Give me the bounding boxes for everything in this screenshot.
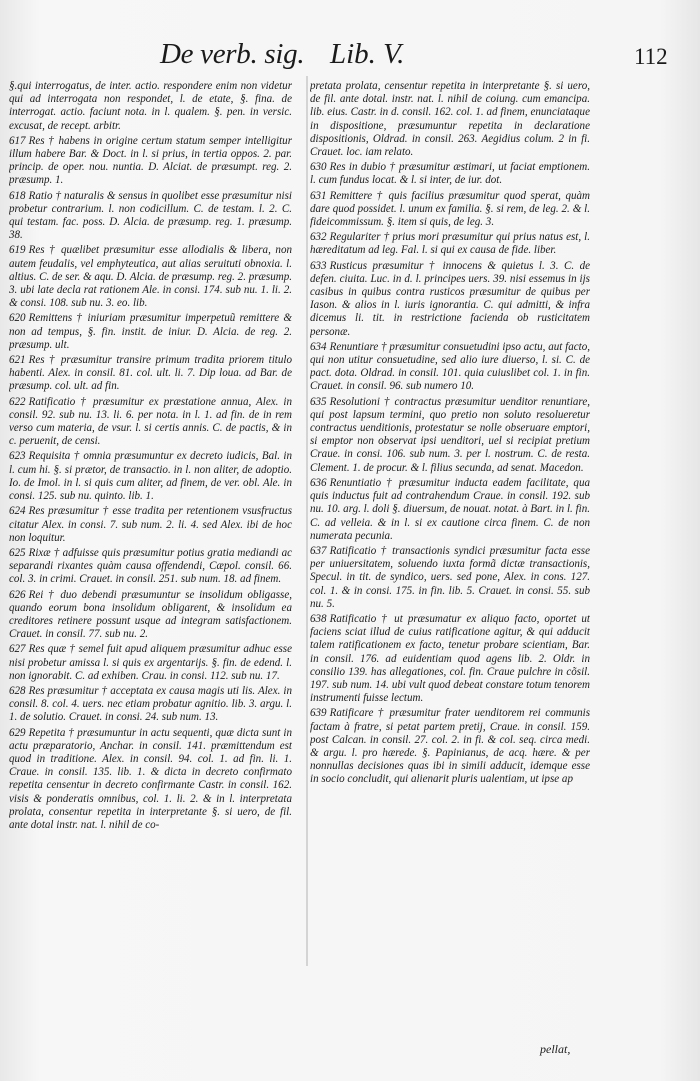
catchword: pellat, [540, 1042, 571, 1056]
index-entry [9, 80, 292, 133]
left-column [9, 80, 292, 980]
entry-text: Repetita † præsumuntur in actu sequenti, quæ dicta sunt in actu præparatorio, Anchar. in consil. 141. præmittendum est quod in traditione. Alex. in consil. 94. col. 1. ad fin. li. 1. Craue. in consil. 135. lib. 1. & dicta in decreto confirmato repetita censentur in decreto confirmante Castr. in consil. 162. visis & ponderatis omnibus, col. 1. li. 2. & in l. interpretata prolata, consentur repetita in interpretante §. si uero, de fil. ante dotal instr. nat. l. nihil de co- [9, 726, 292, 831]
index-entry [310, 613, 590, 705]
index-entry [310, 707, 590, 786]
index-entry [310, 341, 590, 394]
index-entry [9, 505, 292, 545]
header-title-center: Lib. V. [330, 38, 405, 70]
index-entry [9, 135, 292, 188]
entry-text: Renuntiatio † præsumitur inducta eadem facilitate, qua quis inductus fuit ad contrahendum Craue. in consil. 192. sub nu. 10. arg. l. doli §. diuersum, de nouat. notat. à Bart. in l. fin. C. ad velleia. & in l. si ex cautione circa finem. C. de non numerata pecunia. [310, 476, 590, 542]
entry-number: 618 [9, 189, 26, 202]
entry-number: 626 [9, 588, 26, 601]
entry-number: 629 [9, 726, 26, 739]
entry-text: Res † quælibet præsumitur esse allodialis & libera, non autem feudalis, vel emphyteutica, aut alias seruituti obnoxia. l. altius. C. de ser. & aqu. D. Alcia. de præsump. reg. 2. præsump. 3. ubi late decla rat rationem Ale. in consi. 174. sub nu. 1. li. 2. & consi. 108. sub nu. 3. eo. lib. [9, 244, 292, 310]
index-entry [9, 547, 292, 587]
entry-number: 617 [9, 134, 26, 147]
header-title-left: De verb. sig. [160, 38, 305, 70]
entry-number: 637 [310, 544, 327, 557]
index-entry [9, 354, 292, 394]
page-number: 112 [634, 44, 668, 69]
entry-text: Resolutioni † contractus præsumitur uenditor renuntiare, qui post lapsum termini, quo pretio non soluto resolueretur contractus uenditionis, protestatur se nolle obseruare emptori, si emptor non observat ipsi uenditori, uel si recipiat pretium Craue. in consi. 106. sub num. 3. per l. nostrum. C. de resta. Clement. 1. de procur. & l. filius secunda, ad senat. Macedon. [310, 395, 590, 474]
entry-text: Ratificatio † ut præsumatur ex aliquo facto, oportet ut faciens sciat illud de cuius ratificatione agitur, & qui adducit talem ratificationem ex facto, tenetur probare scientiam, Bar. in consil. 176. ad euidentiam quod agens lib. 2. Oldr. in consilio 139. has allegationes, col. fin. Craue pulchre in cõsil. 197. sub num. 14. ubi vult quod debeat constare totum tenorem instrumenti fuisse lectum. [310, 612, 590, 705]
right-column [310, 80, 590, 980]
entry-text: Regulariter † prius mori præsumitur qui prius natus est, l. hæreditatum ad leg. Fal. l. si qui ex causa de fide. liber. [310, 231, 590, 257]
entry-text: Ratificare † præsumitur frater uenditorem rei communis factam à fratre, si petat partem pretij, Craue. in consil. 159. post Calcan. in consil. 27. col. 2. in fi. & col. seq. circa medi. & argu. l. pro hærede. §. Papinianus, de acq. hære. & per nonnullas decisiones quas ibi in simili adducit, idemque esse in socio concludit, qui alienarit pluris ualentiam, ut ipse ap [310, 707, 590, 786]
entry-number: 623 [9, 450, 26, 463]
entry-text: Res in dubio † præsumitur æstimari, ut faciat emptionem. l. cum fundus locat. & l. si inter, de iur. dot. [310, 161, 590, 187]
entry-text: Rusticus præsumitur † innocens & quietus l. 3. C. de defen. ciuita. Luc. in d. l. principes uers. 39. nisi essemus in ijs casibus in quibus contra rusticos præsumitur de quibus per Iason. & alios in l. iuris ignorantia. C. qui admitti, & infra dicemus li. tit. in restrictione facienda ob rusticitatem personæ. [310, 259, 590, 338]
index-entry [310, 190, 590, 230]
entry-text: Ratificatio † transactionis syndici præsumitur facta esse per uniuersitatem, soluendo iuxta formã dictæ transactionis, Specul. in tit. de syndico, uers. sed pone, Alex. in cons. 127. col. 1. & in consi. 175. in fin. lib. 5. Crauet. in consi. 55. sub nu. 5. [310, 544, 590, 610]
entry-number: 634 [310, 340, 327, 353]
entry-text: pretata prolata, censentur repetita in interpretante §. si uero, de fil. ante dotal. instr. nat. l. nihil de coiung. cum emancipa. lib. eius. Castr. in d. consil. 162. col. 1. ad finem, enunciataque in dispositione, præsumuntur repetita in declaratione dispositionis, Oldrad. in consil. 263. Aegidius colum. 2 in fi. Crauet. loc. iam relato. [310, 80, 590, 159]
entry-text: Remittens † iniuriam præsumitur imperpetuũ remittere & non ad tempus, §. fin. instit. de iniur. D. Alcia. de reg. 2. præsump. ult. [9, 312, 292, 351]
index-entry [310, 545, 590, 611]
index-entry [9, 685, 292, 725]
index-entry [310, 477, 590, 543]
index-entry [9, 244, 292, 310]
entry-text: Ratificatio † præsumitur ex præstatione annua, Alex. in consil. 92. sub nu. 13. li. 6. per nota. in l. 1. ad fin. de in rem verso cum materia, de vsur. l. si certis annis. C. de pactis, & in c. peruenit, de censi. [9, 395, 292, 448]
entry-number: 638 [310, 612, 327, 625]
entry-text: Ratio † naturalis & sensus in quolibet esse præsumitur nisi probetur contrarium. l. non codicillum. C. de testam. l. 2. C. qui testam. fac. poss. D. Alcia. de præsump. reg. 1. præsump. 38. [9, 189, 292, 242]
index-entry [310, 396, 590, 475]
index-entry [9, 396, 292, 449]
entry-number: 630 [310, 161, 327, 174]
index-entry [9, 312, 292, 352]
entry-number: 621 [9, 354, 26, 367]
entry-text: Res præsumitur † acceptata ex causa magis uti lis. Alex. in consil. 8. col. 4. uers. nec etiam probatur agnitio. lib. 3. argu. l. 1. de solutio. Crauet. in consi. 24. sub num. 13. [9, 684, 292, 724]
entry-number: 633 [310, 259, 327, 272]
entry-text: Res † præsumitur transire primum tradita priorem titulo habenti. Alex. in consil. 81. col. ult. li. 7. Dip loua. ad Bar. de præsump. col. ult. ad fin. [9, 354, 292, 393]
index-entry [310, 161, 590, 187]
entry-number: 631 [310, 189, 327, 202]
index-entry [9, 589, 292, 642]
entry-number: 622 [9, 395, 26, 408]
entry-number: 627 [9, 643, 26, 656]
running-header [0, 34, 700, 74]
entry-number: 620 [9, 312, 26, 325]
entry-number: 625 [9, 546, 26, 559]
entry-text: Res † habens in origine certum statum semper intelligitur illum habere Bar. & Doct. in l. si prius, in tertia oppos. 2. par. princip. de oper. nou. nuntia. D. Alciat. de præsumpt. reg. 2. præsump. 1. [9, 134, 292, 187]
entry-number: 636 [310, 476, 327, 489]
entry-number: 635 [310, 395, 327, 408]
entry-text: Remittere † quis facilius præsumitur quod sperat, quàm dare quod possidet. l. unum ex familia. §. si rem, de leg. 2. & l. fideicommissum. §. item si quis, de leg. 3. [310, 189, 590, 229]
entry-text: Renuntiare † præsumitur consuetudini ipso actu, aut facto, qui non utitur consuetudine, sed alio iure diuerso, l. si. C. de pact. dota. Oldrad. in consil. 101. quia cuiuslibet col. 1. in fin. Crauet. in consil. 96. sub numero 10. [310, 340, 590, 393]
index-entry [9, 190, 292, 243]
entry-number: 632 [310, 231, 327, 244]
column-divider [306, 76, 308, 966]
entry-text: Rixæ † adfuisse quis præsumitur potius gratia mediandi ac separandi rixantes quàm causa offendendi, Cæpol. consil. 66. col. 3. in crimi. Crauet. in consil. 251. sub num. 18. ad finem. [9, 546, 292, 586]
index-entry [9, 643, 292, 683]
entry-number: 624 [9, 505, 26, 518]
entry-text: §.qui interrogatus, de inter. actio. respondere enim non videtur qui ad interrogata non respondet, l. de etate, §. fina. de interrogat. actio. faciunt nota. in l. qualem. §. pen. in versic. excusat, de recept. arbitr. [9, 80, 292, 132]
entry-text: Res quæ † semel fuit apud aliquem præsumitur adhuc esse nisi probetur amissa l. si quis ex argentarijs. §. fin. de edend. l. non ignorabit. C. ad exhiben. Crau. in consi. 112. sub nu. 17. [9, 643, 292, 682]
entry-number: 619 [9, 244, 26, 257]
index-entry [310, 260, 590, 339]
entry-number: 628 [9, 684, 26, 697]
entry-text: Rei † duo debendi præsumuntur se insolidum obligasse, quando eorum bona insolidum obligarent, & insolidum ea creditores retinere possunt usque ad integram satisfactionem. Crauet. in consil. 77. sub nu. 2. [9, 588, 292, 641]
index-entry [9, 727, 292, 833]
index-entry [310, 231, 590, 257]
entry-text: Requisita † omnia præsumuntur ex decreto iudicis, Bal. in l. cum hi. §. si prætor, de transactio. in l. non aliter, de adoptio. Io. de Imol. in l. si quis cum aliter, ad finem, de ver. obl. Ale. in consi. 125. sub nu. quinto. lib. 1. [9, 450, 292, 503]
index-entry [9, 450, 292, 503]
entry-text: Res præsumitur † esse tradita per retentionem vsusfructus citatur Alex. in consi. 7. sub num. 2. li. 4. sed Alex. ibi de hoc non loquitur. [9, 505, 292, 544]
entry-number: 639 [310, 707, 327, 720]
index-entry [310, 80, 590, 159]
